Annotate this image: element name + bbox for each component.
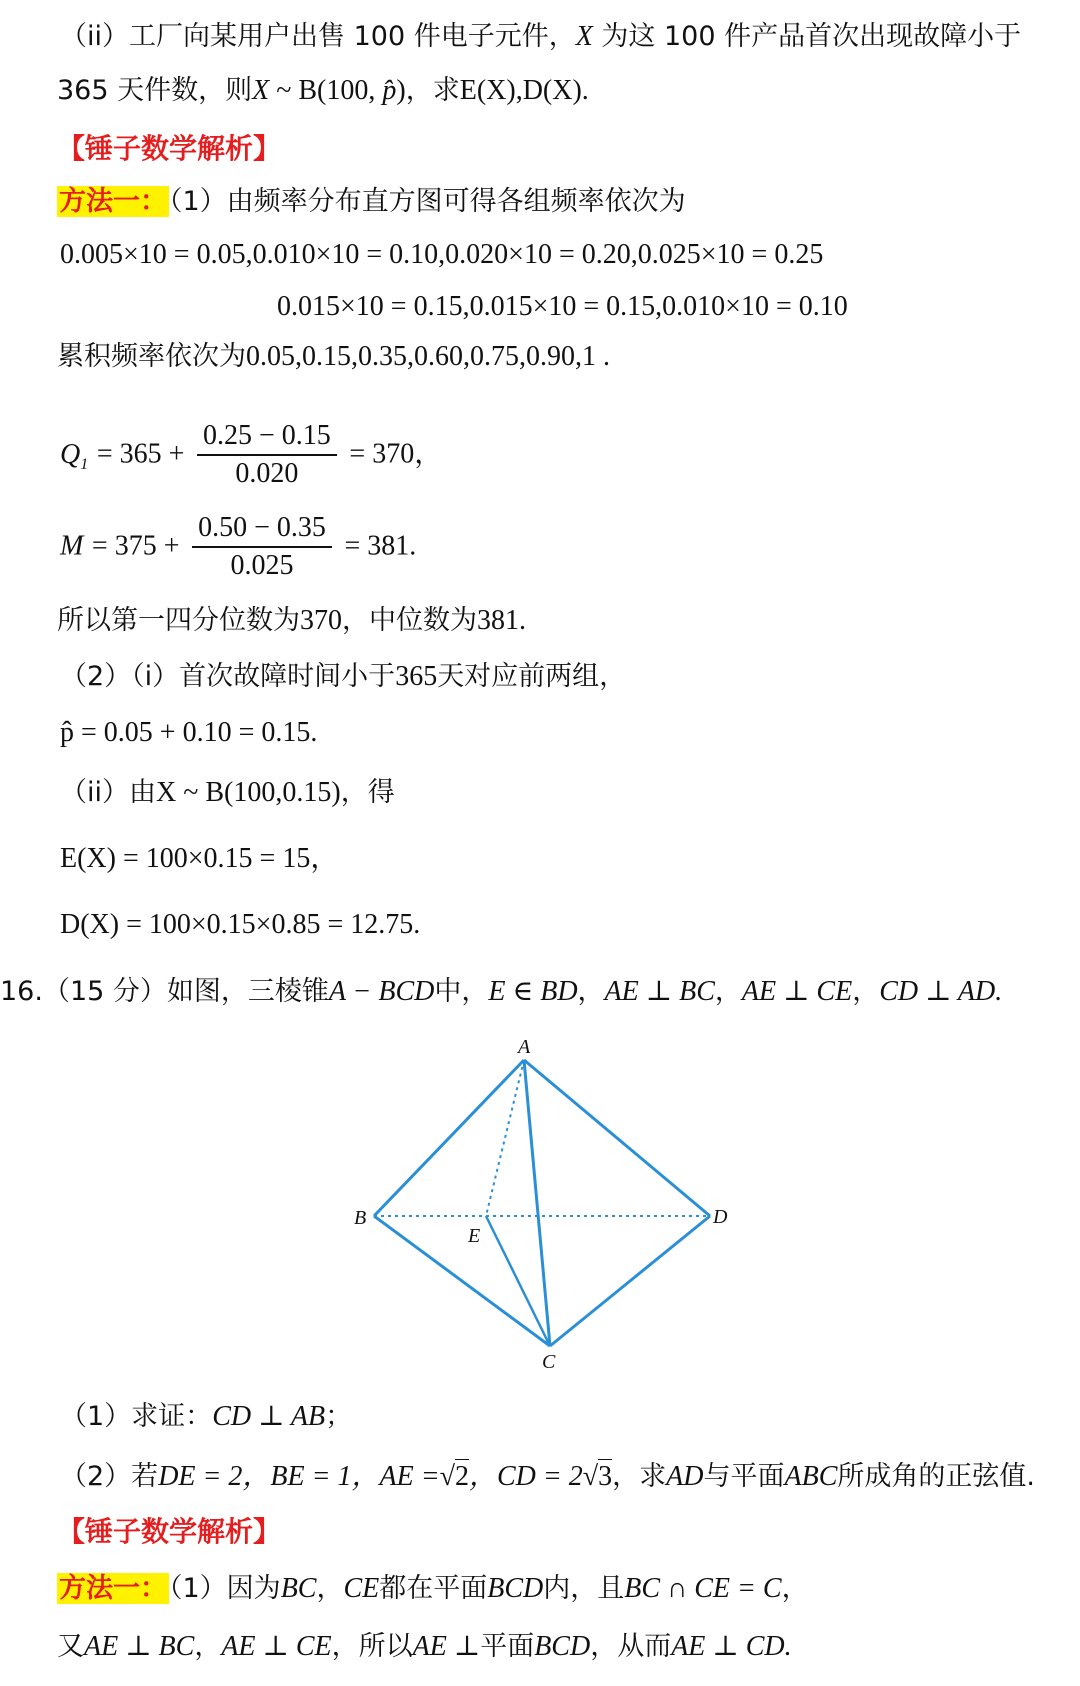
edge-ab [374, 1060, 524, 1216]
text: ，从而 [590, 1631, 672, 1662]
text: ， [781, 1573, 809, 1604]
text: 为这 100 件产品首次出现故障小于 [601, 21, 1022, 52]
method-label: 方法一： [59, 1573, 167, 1604]
text: 16.（15 分）如图，三棱锥 [0, 976, 329, 1007]
math: ABC [784, 1461, 838, 1492]
text: ， [577, 976, 605, 1007]
text-line [60, 660, 626, 694]
text: 中， [434, 976, 489, 1007]
text: 都在平面 [379, 1573, 488, 1604]
label-a: A [518, 1036, 531, 1058]
equation: E(X) = 100×0.15 = 15， [60, 843, 339, 874]
math-var: $Q_1$ [60, 438, 89, 473]
text-line [57, 604, 526, 638]
text-line [57, 1572, 809, 1606]
equation: D(X) = 100×0.15×0.85 = 12.75. [60, 909, 421, 940]
formula-m [60, 510, 416, 584]
math: 381. [477, 605, 526, 636]
question-16 [0, 975, 1002, 1009]
math-var: M [60, 530, 84, 562]
label-c: C [542, 1351, 556, 1373]
sub-question-2 [60, 1460, 1035, 1494]
text: 天对应前两组， [437, 661, 627, 692]
text: 平面 [480, 1631, 535, 1662]
math-var: p̂ [382, 75, 397, 106]
math: BCD [534, 1631, 591, 1662]
math: 365 [395, 661, 438, 692]
math: E(X),D(X). [459, 75, 589, 106]
fraction: $\frac{0.25 - 0.15}{0.020}$ [197, 418, 337, 492]
math: DE = 2，BE = 1，AE = [158, 1461, 440, 1492]
equation: p̂ = 0.05 + 0.10 = 0.15. [60, 717, 318, 748]
math: = 370， [349, 438, 443, 470]
math: AD [666, 1461, 704, 1492]
math: AE ⊥ BC [604, 976, 715, 1007]
text: （ii）由 [60, 777, 157, 808]
text: ，所以 [331, 1631, 413, 1662]
text: ，求 [405, 75, 460, 106]
text: 所以第一四分位数为 [57, 605, 300, 636]
text: 累积频率依次为 [57, 341, 246, 372]
edge-ae [486, 1060, 524, 1216]
math: √2 [439, 1461, 469, 1492]
label-b: B [354, 1207, 367, 1229]
text: ， [316, 1573, 344, 1604]
math: ，CD = 2 [469, 1461, 583, 1492]
math: AE ⊥ CE [221, 1631, 332, 1662]
text: （1）因为 [169, 1573, 281, 1604]
math: CD ⊥ AD. [879, 976, 1003, 1007]
text: ； [325, 1401, 353, 1432]
text-line [57, 340, 610, 374]
formula-q1 [60, 418, 442, 492]
math: BC [280, 1573, 317, 1604]
text: 又 [57, 1631, 84, 1662]
math: E ∈ BD [488, 976, 578, 1007]
text-line [57, 185, 686, 219]
text: 365 天件数，则 [57, 75, 253, 106]
section-header: 【锤子数学解析】 [57, 1515, 282, 1548]
math: = 365 + [96, 438, 185, 470]
math-var: X [575, 21, 593, 52]
text: （2）若 [60, 1461, 159, 1492]
equation: 0.015×10 = 0.15,0.015×10 = 0.15,0.010×10 = 0.10 [277, 291, 848, 322]
math: AE ⊥ CD. [671, 1631, 792, 1662]
text: 所成角的正弦值. [837, 1461, 1035, 1492]
math: CE [343, 1573, 380, 1604]
edge-bc [374, 1216, 550, 1346]
math: AE ⊥ BC [84, 1631, 195, 1662]
edge-dc [550, 1216, 710, 1346]
math: ) [396, 75, 406, 106]
math: AE ⊥ CE [741, 976, 853, 1007]
math: 0.05,0.15,0.35,0.60,0.75,0.90,1 . [246, 341, 610, 372]
text: ， [714, 976, 742, 1007]
math: BCD [487, 1573, 544, 1604]
math: ~ B(100, [269, 75, 383, 106]
equation: 0.005×10 = 0.05,0.010×10 = 0.10,0.020×10 = 0.20,0.025×10 = 0.25 [60, 239, 824, 270]
text: ， [852, 976, 880, 1007]
text-line [57, 1630, 792, 1664]
math: = 375 + [91, 530, 180, 562]
sub-question-1 [60, 1400, 352, 1434]
text-line [57, 74, 589, 108]
text: ， [194, 1631, 222, 1662]
text: ，中位数为 [342, 605, 477, 636]
text: 与平面 [703, 1461, 785, 1492]
text: ，得 [340, 777, 395, 808]
math: = 381. [344, 530, 417, 562]
text: （2）（i）首次故障时间小于 [60, 661, 396, 692]
text: （1）求证： [60, 1401, 213, 1432]
math: BC ∩ CE = C [624, 1573, 782, 1604]
label-e: E [468, 1225, 481, 1247]
text: （1）由频率分布直方图可得各组频率依次为 [169, 186, 686, 217]
math: X ~ B(100,0.15) [156, 777, 341, 808]
math: CD ⊥ AB [212, 1401, 326, 1432]
label-d: D [713, 1206, 728, 1228]
math-var: X [252, 75, 270, 106]
text: 内，且 [543, 1573, 625, 1604]
section-header: 【锤子数学解析】 [57, 132, 282, 165]
math: √3 [582, 1461, 613, 1492]
math: AE ⊥ [412, 1631, 481, 1662]
text: ，求 [612, 1461, 667, 1492]
method-label: 方法一： [59, 186, 167, 217]
text: （ii）工厂向某用户出售 100 件电子元件， [60, 21, 576, 52]
text-line [60, 20, 1021, 54]
edge-ad [524, 1060, 710, 1216]
text-line [60, 776, 395, 810]
tetrahedron-figure [340, 1030, 750, 1380]
math: 370 [300, 605, 342, 636]
fraction: $\frac{0.50 - 0.35}{0.025}$ [192, 510, 332, 584]
math: A − BCD [328, 976, 435, 1007]
